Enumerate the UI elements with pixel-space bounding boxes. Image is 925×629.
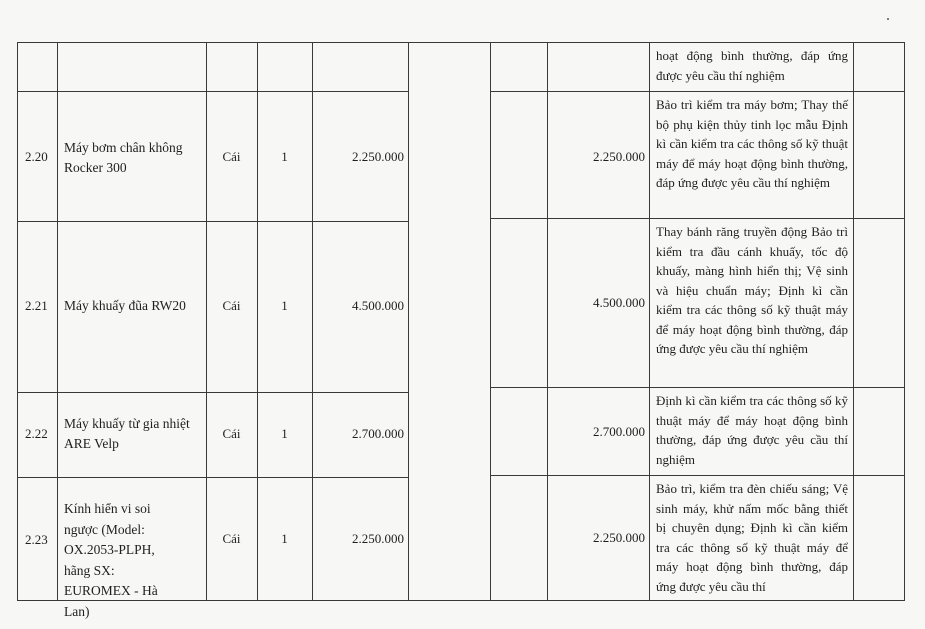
col-border xyxy=(57,42,58,600)
row-name: Kính hiển vi soi ngược (Model: OX.2053-PLPH, hãng SX: EUROMEX - Hà Lan) xyxy=(64,501,158,619)
row-name: Máy khuấy từ gia nhiệt ARE Velp xyxy=(64,416,190,451)
row-border xyxy=(408,42,490,43)
row-border xyxy=(490,475,905,476)
row-border xyxy=(490,218,905,219)
col-border xyxy=(547,42,548,600)
col-border xyxy=(206,42,207,600)
row-border xyxy=(490,91,905,92)
row-border xyxy=(17,221,408,222)
row-description: hoạt động bình thường, đáp ứng được yêu cầu thí nghiệm xyxy=(656,48,848,83)
row-stt: 2.22 xyxy=(25,426,48,441)
row-description: Định kì cần kiểm tra các thông số kỹ thuật máy để máy hoạt động bình thường, đáp ứng được yêu cầu thí nghiệm xyxy=(656,393,848,467)
row-stt: 2.21 xyxy=(25,298,48,313)
row-qty: 1 xyxy=(281,149,288,164)
row-border xyxy=(17,477,408,478)
row-total: 2.700.000 xyxy=(593,424,645,439)
row-price: 2.250.000 xyxy=(352,531,404,546)
row-border xyxy=(17,42,408,43)
row-stt: 2.20 xyxy=(25,149,48,164)
row-unit: Cái xyxy=(222,531,241,546)
scan-speck xyxy=(887,18,889,20)
row-border xyxy=(490,42,905,43)
col-border xyxy=(904,42,905,600)
row-price: 4.500.000 xyxy=(352,298,404,313)
row-border xyxy=(490,600,905,601)
row-unit: Cái xyxy=(222,298,241,313)
row-price: 2.250.000 xyxy=(352,149,404,164)
col-border xyxy=(408,42,409,600)
col-border xyxy=(490,42,491,600)
row-stt: 2.23 xyxy=(25,532,48,547)
row-border xyxy=(17,392,408,393)
row-total: 4.500.000 xyxy=(593,295,645,310)
row-border xyxy=(408,600,490,601)
row-border xyxy=(490,387,905,388)
col-border xyxy=(853,42,854,600)
row-description: Bảo trì kiểm tra máy bơm; Thay thế bộ phụ kiện thủy tinh lọc mẫu Định kì cần kiểm tra các thông số kỹ thuật máy để máy hoạt động bình thường, đáp ứng được yêu cầu thí nghiệm xyxy=(656,97,848,190)
row-qty: 1 xyxy=(281,426,288,441)
row-description: Thay bánh răng truyền động Bảo trì kiểm tra đầu cánh khuấy, tốc độ khuấy, màng hình hiển thị; Vệ sinh và hiệu chuẩn máy; Định kì cần kiểm tra các thông số kỹ thuật máy để máy hoạt động bình thường, đáp ứng được yêu cầu thí nghiệm xyxy=(656,224,848,356)
row-price: 2.700.000 xyxy=(352,426,404,441)
col-border xyxy=(17,42,18,600)
row-total: 2.250.000 xyxy=(593,149,645,164)
col-border xyxy=(649,42,650,600)
row-total: 2.250.000 xyxy=(593,530,645,545)
col-border xyxy=(312,42,313,600)
row-border xyxy=(17,91,408,92)
row-unit: Cái xyxy=(222,426,241,441)
row-qty: 1 xyxy=(281,531,288,546)
row-description: Bảo trì, kiểm tra đèn chiếu sáng; Vệ sinh máy, khử nấm mốc bằng thiết bị chuyên dụng; Định kì cần kiểm tra các thông số kỹ thuật máy để máy hoạt động bình thường, đáp ứng được yêu cầu thí xyxy=(656,481,848,594)
row-name: Máy khuấy đũa RW20 xyxy=(64,298,186,313)
row-qty: 1 xyxy=(281,298,288,313)
col-border xyxy=(257,42,258,600)
row-unit: Cái xyxy=(222,149,241,164)
row-name: Máy bơm chân không Rocker 300 xyxy=(64,140,183,175)
